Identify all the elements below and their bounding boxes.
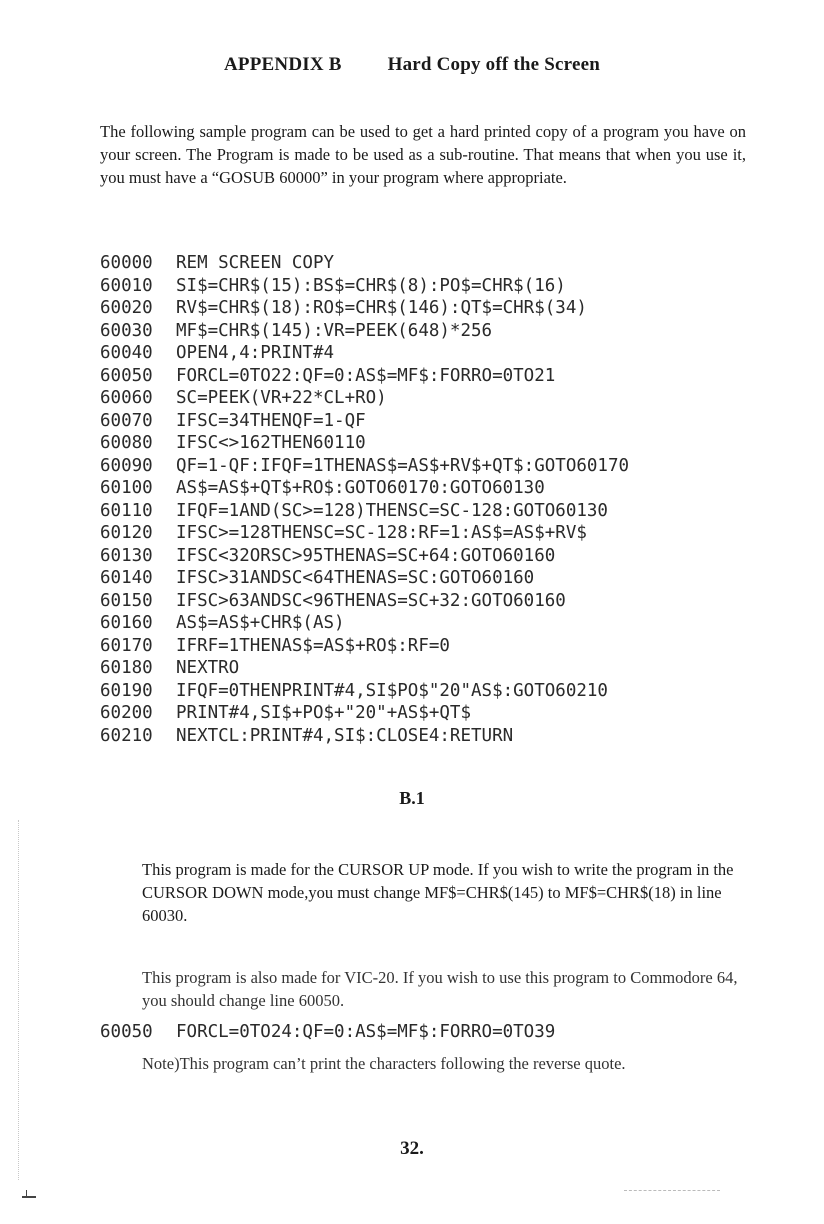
scan-dash-artifact (624, 1190, 720, 1191)
code-line (100, 387, 800, 410)
cursor-mode-paragraph: This program is made for the CURSOR UP mode. If you wish to write the program in the CURSOR DOWN mode,you must change MF$=CHR$(145) to MF$=CHR$(18) in line 60030. (142, 860, 734, 925)
line-number: 60160 (100, 613, 153, 633)
note-paragraph: Note)This program can’t print the characters following the reverse quote. (142, 1054, 626, 1073)
c64-code-line (100, 1022, 555, 1042)
code-line (100, 725, 800, 748)
code-line (100, 320, 800, 343)
line-code: RV$=CHR$(18):RO$=CHR$(146):QT$=CHR$(34) (176, 298, 587, 318)
code-line (100, 477, 800, 500)
line-number: 60060 (100, 388, 153, 408)
line-code: OPEN4,4:PRINT#4 (176, 343, 335, 363)
line-number: 60130 (100, 545, 153, 566)
line-code: FORCL=0TO22:QF=0:AS$=MF$:FORRO=0TO21 (176, 365, 556, 386)
line-code: IFSC>31ANDSC<64THENAS=SC:GOTO60160 (176, 568, 535, 588)
line-code: MF$=CHR$(145):VR=PEEK(648)*256 (176, 320, 493, 341)
line-code: IFSC>=128THENSC=SC-128:RF=1:AS$=AS$+RV$ (176, 523, 587, 543)
code-line (100, 500, 800, 523)
line-number: 60020 (100, 298, 153, 318)
page-header (0, 54, 824, 76)
code-line (100, 522, 800, 545)
line-number: 60180 (100, 658, 153, 678)
vic20-paragraph: This program is also made for VIC-20. If you wish to use this program to Commodore 64, you should change line 60050. (142, 968, 738, 1010)
line-number: 60200 (100, 703, 153, 723)
code-line (100, 635, 800, 658)
line-code: IFSC=34THENQF=1-QF (176, 410, 366, 431)
line-code: IFQF=0THENPRINT#4,SI$PO$"20"AS$:GOTO60210 (176, 680, 608, 701)
line-code: PRINT#4,SI$+PO$+"20"+AS$+QT$ (176, 703, 472, 723)
line-code: AS$=AS$+QT$+RO$:GOTO60170:GOTO60130 (176, 478, 545, 498)
line-number: 60100 (100, 478, 153, 498)
scan-corner-mark (22, 1196, 36, 1198)
line-code: SC=PEEK(VR+22*CL+RO) (176, 388, 387, 408)
code-line (100, 297, 800, 320)
intro-paragraph: The following sample program can be used to get a hard printed copy of a program you have on your screen. The Program is made to be used as a sub-routine. That means that when you use it, you must have a “GOSUB 60000” in your program where appropriate. (100, 122, 746, 187)
line-number: 60010 (100, 275, 153, 296)
line-number: 60170 (100, 635, 153, 656)
appendix-title: Hard Copy off the Screen (387, 54, 600, 75)
line-code: AS$=AS$+CHR$(AS) (176, 613, 345, 633)
code-line (100, 455, 800, 478)
page-number: 32. (400, 1138, 424, 1159)
code-line (100, 590, 800, 613)
line-code: QF=1-QF:IFQF=1THENAS$=AS$+RV$+QT$:GOTO60170 (176, 455, 630, 476)
line-number: 60000 (100, 253, 153, 273)
code-line (100, 545, 800, 568)
line-code: NEXTCL:PRINT#4,SI$:CLOSE4:RETURN (176, 725, 514, 746)
line-number: 60090 (100, 455, 153, 476)
code-line (100, 680, 800, 703)
line-code: IFSC<32ORSC>95THENAS=SC+64:GOTO60160 (176, 545, 556, 566)
line-number: 60120 (100, 523, 153, 543)
section-label: B.1 (399, 788, 425, 808)
line-number: 60210 (100, 725, 153, 746)
code-line (100, 410, 800, 433)
line-number: 60050 (100, 365, 153, 386)
line-code: IFRF=1THENAS$=AS$+RO$:RF=0 (176, 635, 450, 656)
line-number: 60140 (100, 568, 153, 588)
line-code: IFSC>63ANDSC<96THENAS=SC+32:GOTO60160 (176, 590, 566, 611)
line-number: 60150 (100, 590, 153, 611)
code-line (100, 432, 800, 455)
line-code: NEXTRO (176, 658, 240, 678)
code-listing (100, 252, 800, 747)
line-number: 60070 (100, 410, 153, 431)
code-line (100, 702, 800, 725)
line-number: 60190 (100, 680, 153, 701)
line-number: 60040 (100, 343, 153, 363)
line-number: 60080 (100, 433, 153, 453)
code-line (100, 275, 800, 298)
code-line (100, 365, 800, 388)
line-number: 60110 (100, 500, 153, 521)
code-line (100, 252, 800, 275)
line-number: 60050 (100, 1022, 153, 1042)
code-line (100, 657, 800, 680)
line-code: FORCL=0TO24:QF=0:AS$=MF$:FORRO=0TO39 (176, 1022, 556, 1042)
code-line (100, 342, 800, 365)
code-line (100, 567, 800, 590)
appendix-label: APPENDIX B (224, 54, 342, 75)
line-code: REM SCREEN COPY (176, 253, 335, 273)
line-code: IFSC<>162THEN60110 (176, 433, 366, 453)
code-line (100, 612, 800, 635)
line-number: 60030 (100, 320, 153, 341)
line-code: IFQF=1AND(SC>=128)THENSC=SC-128:GOTO60130 (176, 500, 608, 521)
line-code: SI$=CHR$(15):BS$=CHR$(8):PO$=CHR$(16) (176, 275, 566, 296)
scan-margin-artifact (18, 820, 20, 1180)
